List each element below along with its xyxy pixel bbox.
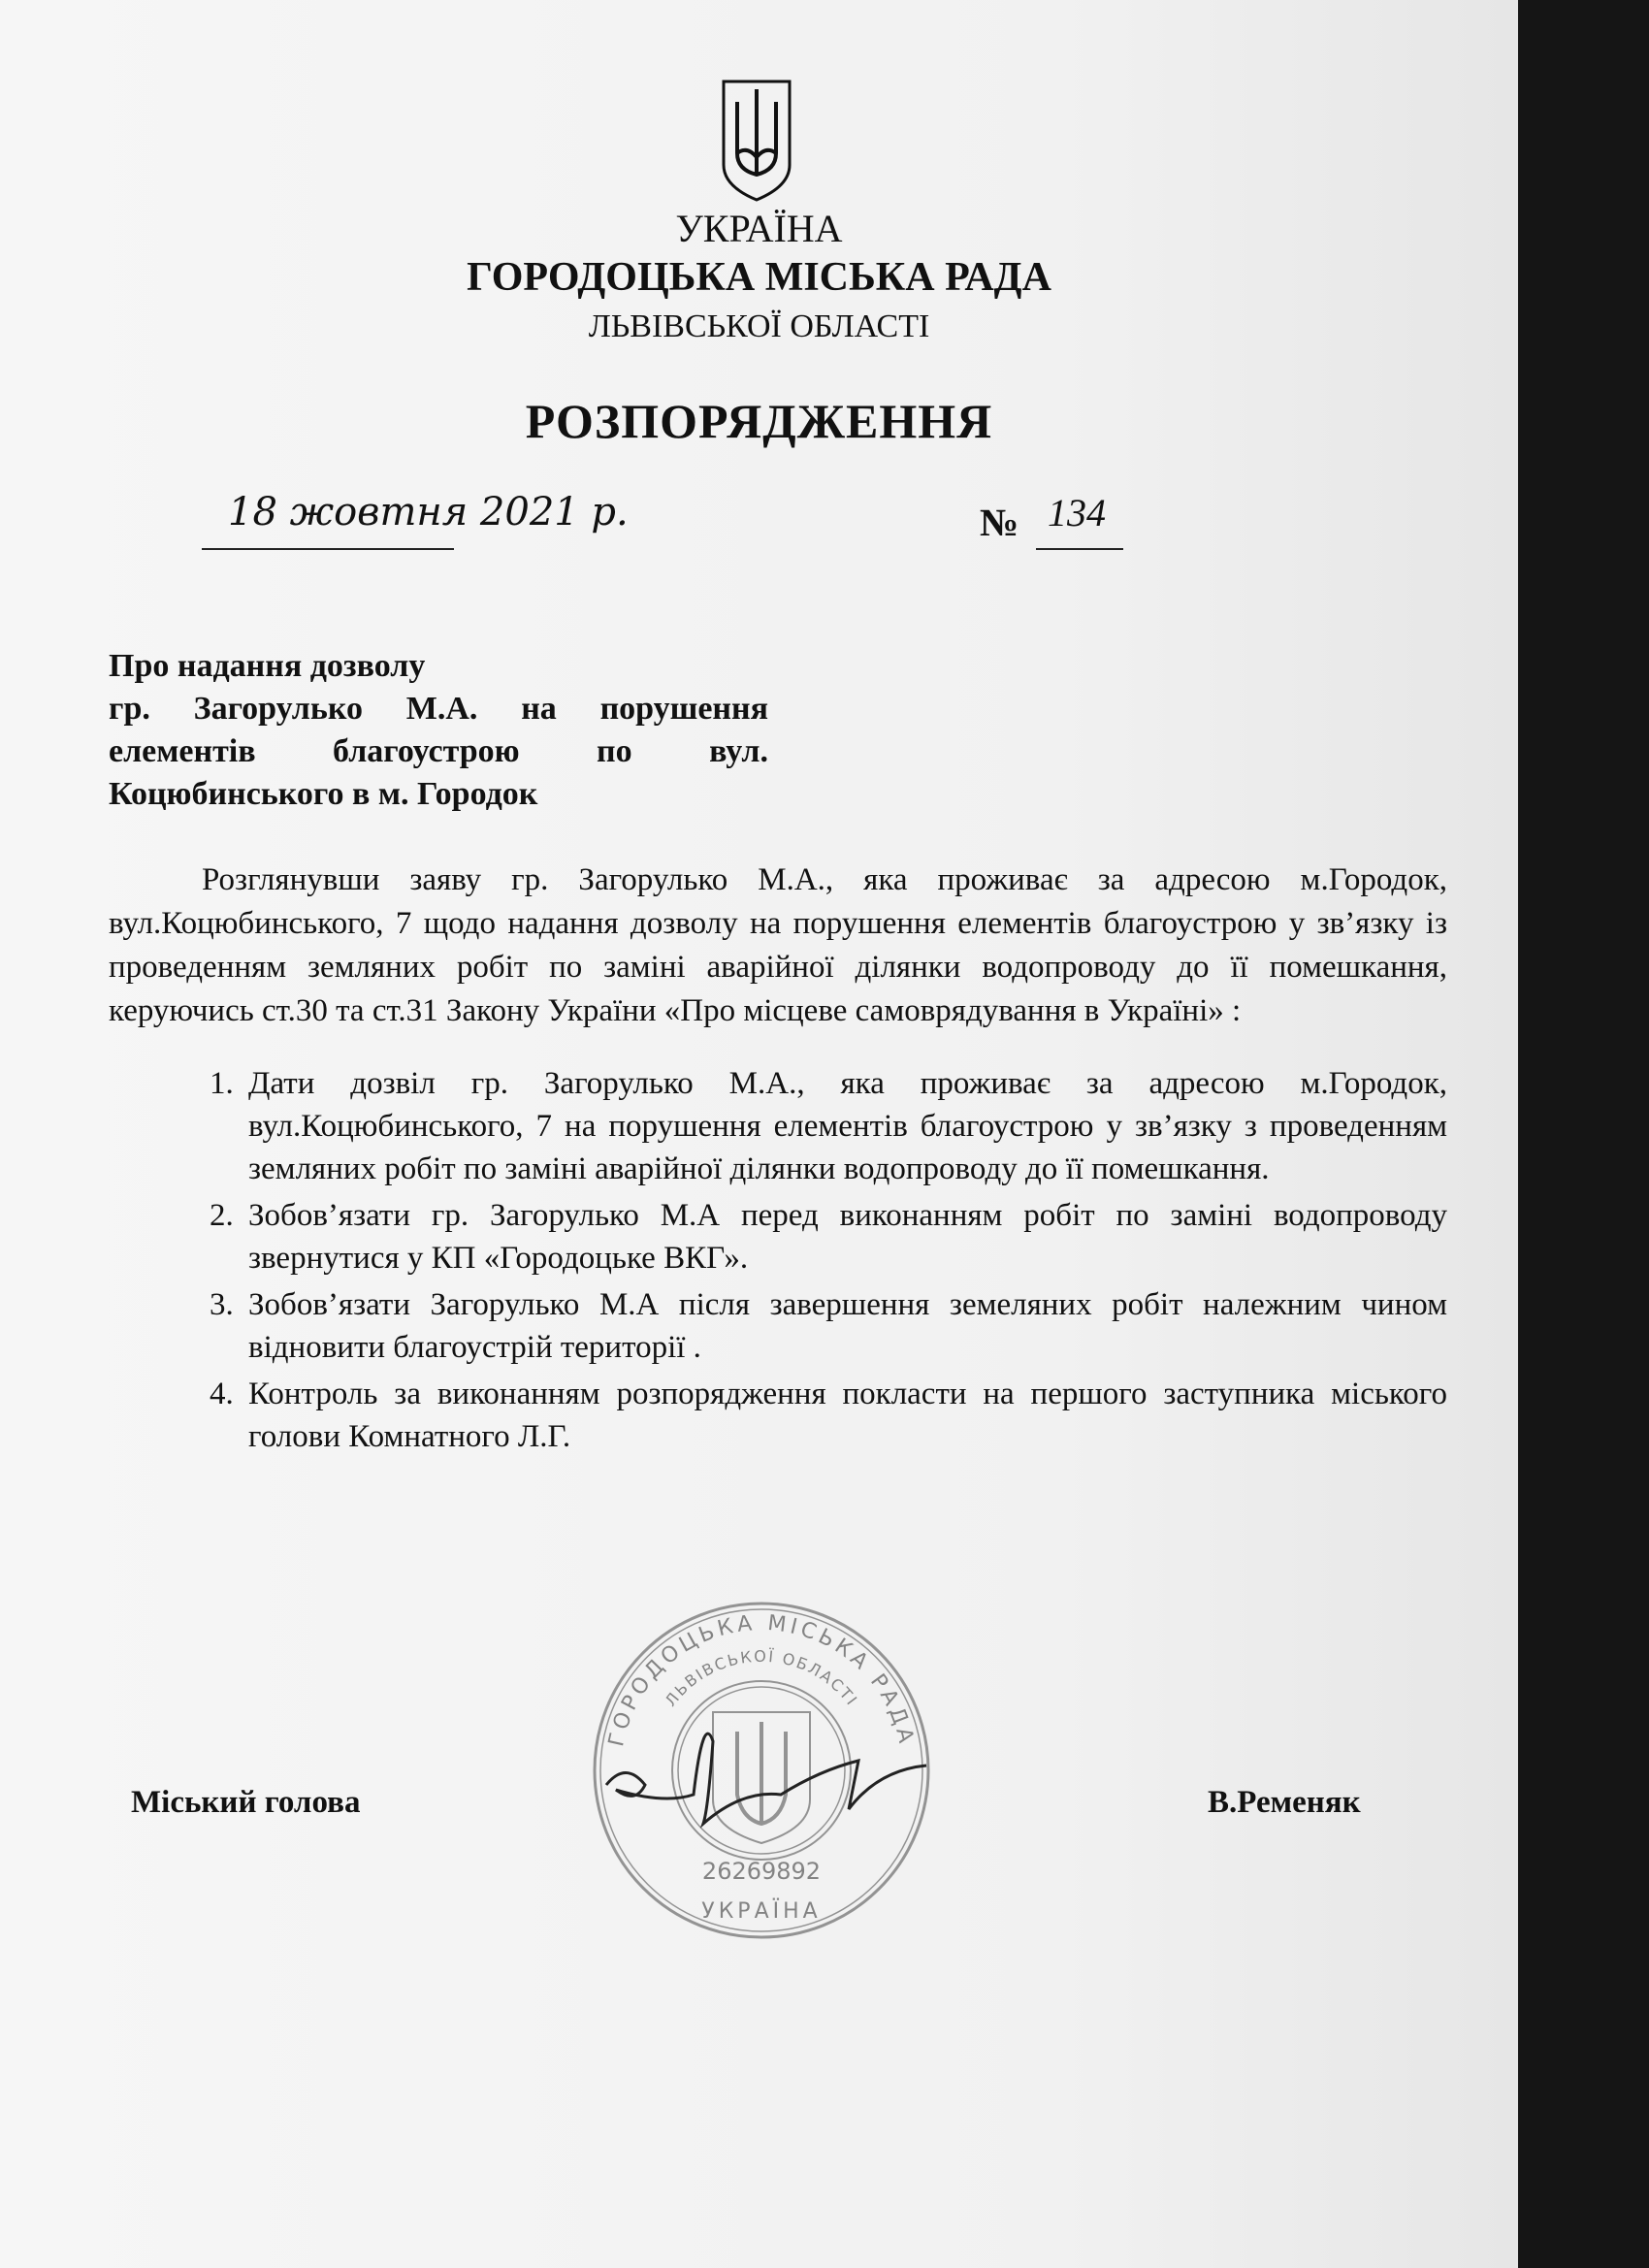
number-underline (1036, 548, 1123, 550)
item-number: 4. (210, 1377, 234, 1411)
subject-line: Про надання дозволу (109, 648, 426, 684)
preamble-paragraph: Розглянувши заяву гр. Загорулько М.А., яка проживає за адресою м.Городок, вул.Коцюбинського, 7 щодо надання дозволу на порушення елементів благоустрою у зв’язку із проведенням земляних робіт по заміні аварійної ділянки водопроводу до її помешкання, керуючись ст.30 та ст.31 Закону України «Про місцеве самоврядування в Україні» : (109, 862, 1447, 1028)
item-number: 2. (210, 1198, 234, 1233)
order-items-list (210, 1062, 1447, 1458)
item-number: 1. (210, 1066, 234, 1101)
document-date: 18 жовтня 2021 р. (228, 490, 629, 535)
stamp-inner-text: ЛЬВІВСЬКОЇ ОБЛАСТІ (661, 1646, 862, 1710)
list-item (210, 1373, 1447, 1458)
list-item (210, 1062, 1447, 1190)
subject-line: елементів благоустрою по вул. (109, 733, 768, 769)
signatory-name: В.Ременяк (1208, 1785, 1361, 1820)
subject-line: Коцюбинського в м. Городок (109, 776, 538, 812)
council-name: ГОРОДОЦЬКА МІСЬКА РАДА (467, 255, 1051, 300)
stamp-code: 26269892 (701, 1858, 822, 1885)
date-underline (202, 548, 454, 550)
item-text: Зобов’язати Загорулько М.А після завершення земеляних робіт належним чином відновити благоустрій території . (248, 1287, 1447, 1365)
official-seal-stamp (587, 1596, 936, 1945)
scan-dark-edge (1518, 0, 1649, 2268)
stamp-bottom-text: УКРАЇНА (701, 1899, 822, 1924)
document-number: 134 (1048, 491, 1106, 535)
subject-block (109, 645, 768, 816)
document-body (109, 859, 1447, 1462)
item-text: Контроль за виконанням розпорядження покласти на першого заступника міського голови Комнатного Л.Г. (248, 1377, 1447, 1454)
item-text: Зобов’язати гр. Загорулько М.А перед виконанням робіт по заміні водопроводу звернутися у КП «Городоцьке ВКГ». (248, 1198, 1447, 1276)
signatory-role: Міський голова (131, 1785, 361, 1820)
item-number: 3. (210, 1287, 234, 1322)
number-label: № (980, 501, 1019, 544)
trident-coat-of-arms-icon (718, 78, 795, 204)
svg-text:ЛЬВІВСЬКОЇ ОБЛАСТІ (662, 1647, 862, 1710)
list-item (210, 1194, 1447, 1280)
stamp-outer-text: ГОРОДОЦЬКА МІСЬКА РАДА (604, 1610, 919, 1749)
country-name: УКРАЇНА (675, 207, 843, 250)
handwritten-signature (606, 1733, 926, 1824)
oblast-name: ЛЬВІВСЬКОЇ ОБЛАСТІ (588, 308, 930, 344)
list-item (210, 1283, 1447, 1369)
subject-line: гр. Загорулько М.А. на порушення (109, 691, 768, 727)
item-text: Дати дозвіл гр. Загорулько М.А., яка проживає за адресою м.Городок, вул.Коцюбинського, 7 на порушення елементів благоустрою у зв’язку з проведенням земляних робіт по заміні аварійної ділянки водопроводу до її помешкання. (248, 1066, 1447, 1186)
document-type: РОЗПОРЯДЖЕННЯ (525, 394, 993, 448)
